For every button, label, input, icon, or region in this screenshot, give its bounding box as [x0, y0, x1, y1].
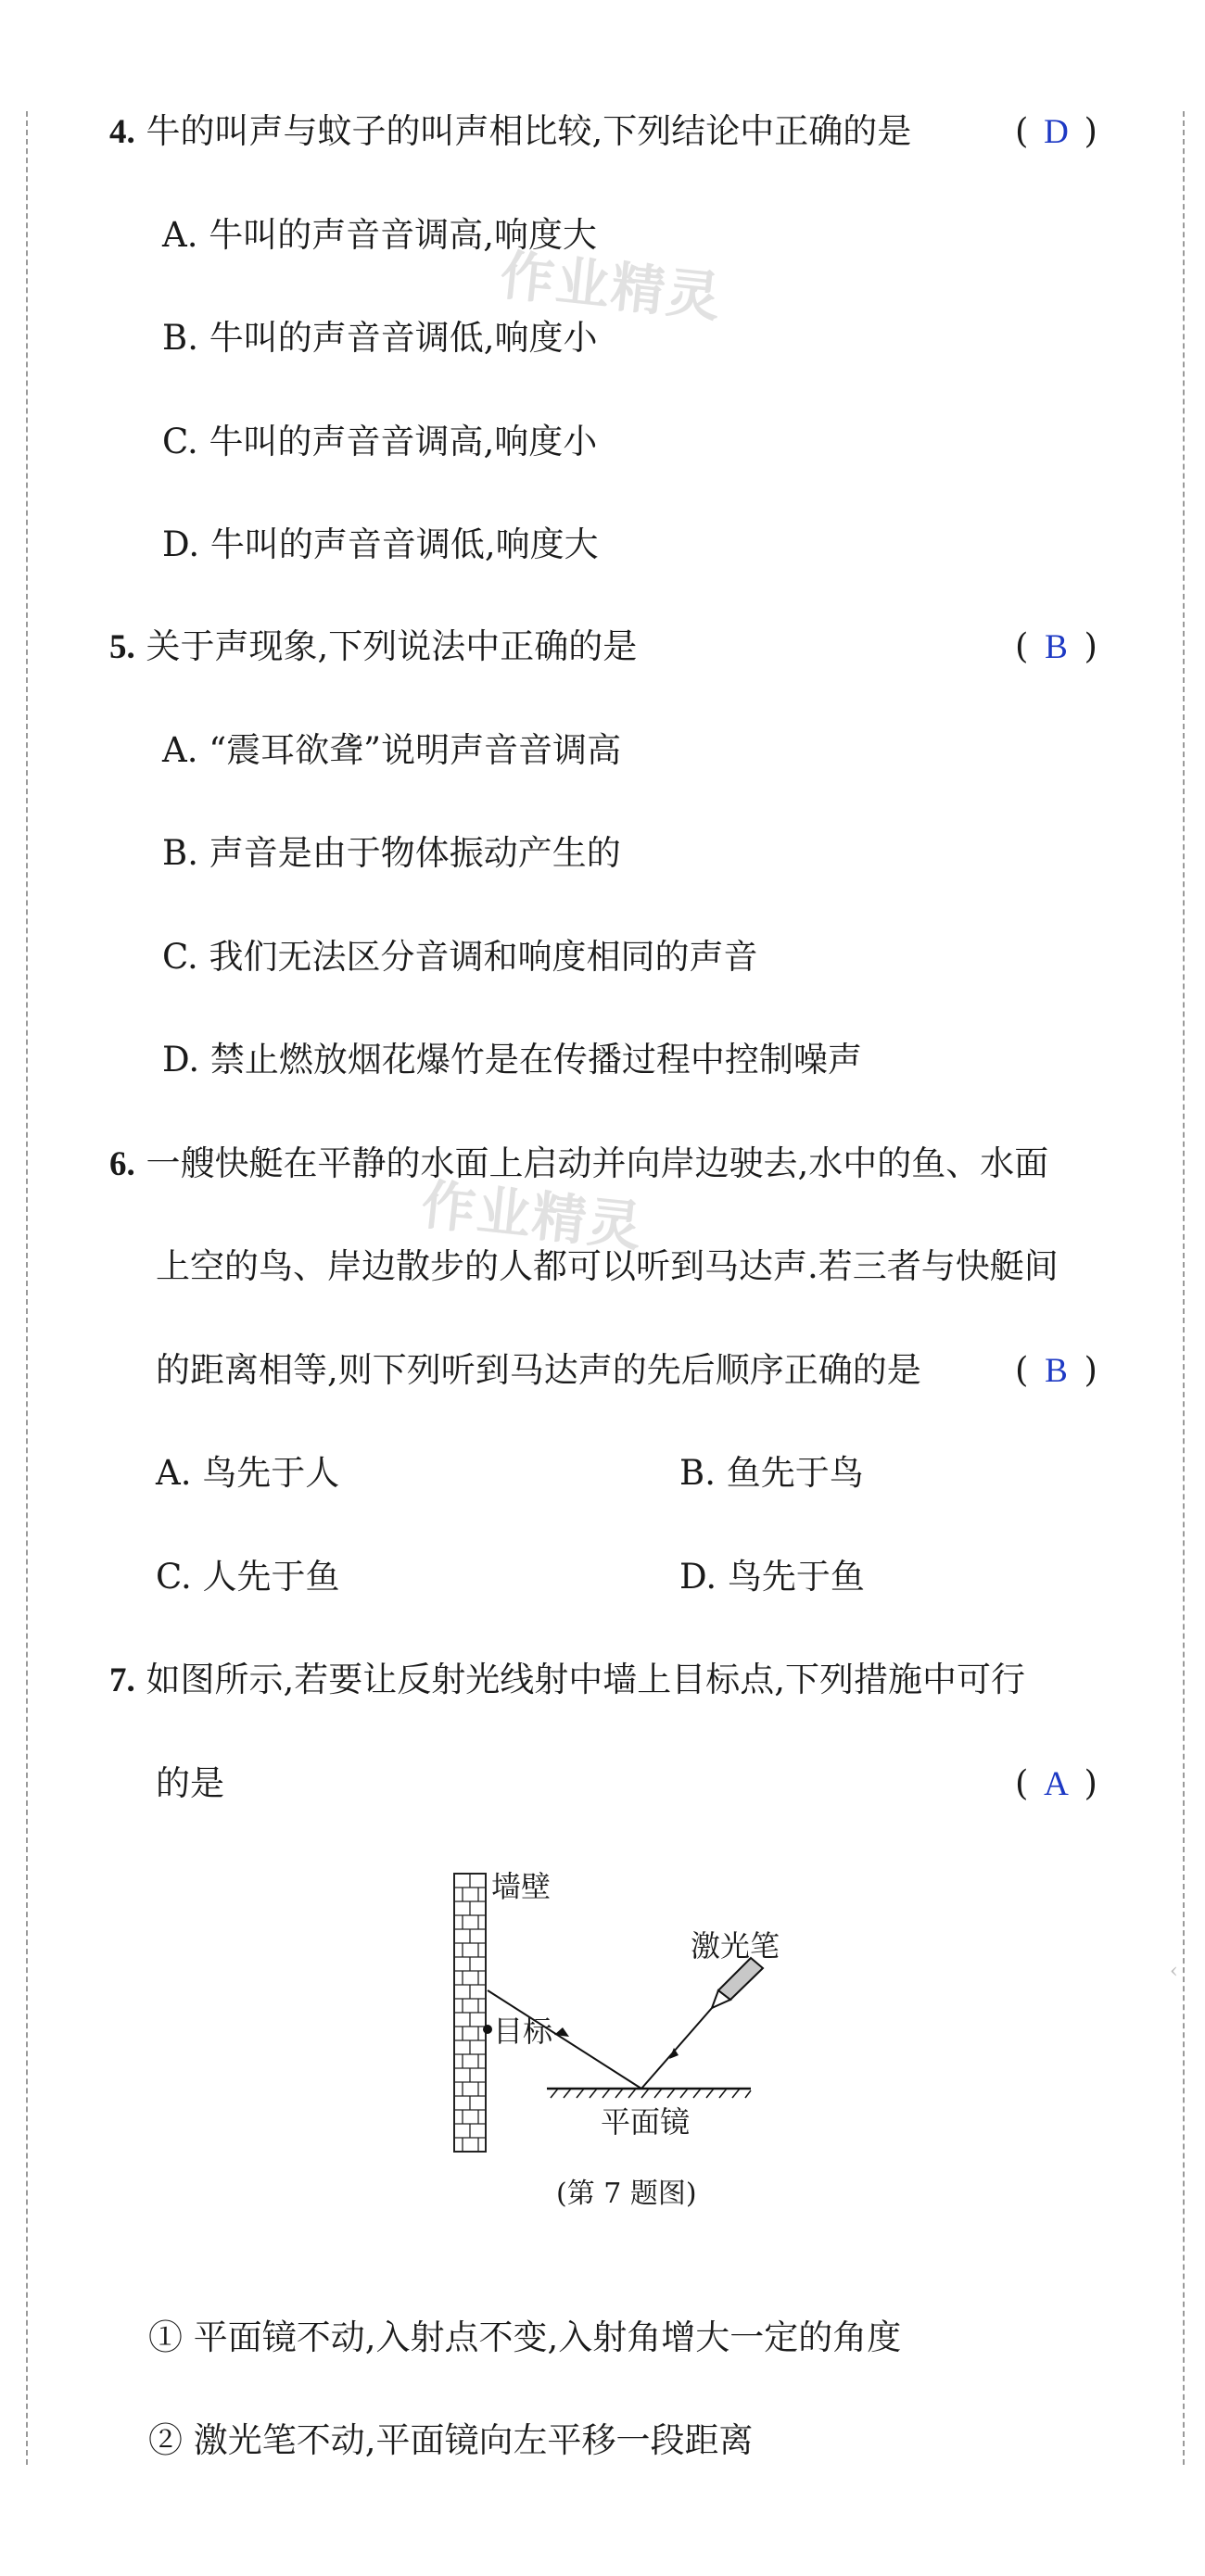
question-text: 如图所示,若要让反射光线射中墙上目标点,下列措施中可行: [146, 1660, 1026, 1699]
question-number: 7.: [109, 1661, 135, 1699]
option-b: B. 鱼先于鸟: [679, 1453, 864, 1493]
option-d: D. 牛叫的声音音调低,响度大: [162, 524, 599, 564]
incident-ray: [641, 2008, 712, 2089]
question-text: 一艘快艇在平静的水面上启动并向岸边驶去,水中的鱼、水面: [146, 1143, 1049, 1183]
option-a: A. 牛叫的声音音调高,响度大: [162, 215, 598, 255]
target-label: 目标: [493, 2014, 553, 2049]
figure-caption: (第 7 题图): [556, 2178, 697, 2210]
answer-bracket: ( B ): [1015, 626, 1097, 666]
question-text-line: 上空的鸟、岸边散步的人都可以听到马达声.若三者与快艇间: [156, 1246, 1059, 1286]
answer-mark: B: [1045, 1352, 1068, 1390]
option-c: C. 牛叫的声音音调高,响度小: [162, 422, 598, 461]
watermark: 作业精灵: [497, 243, 726, 330]
statement-2: ② 激光笔不动,平面镜向左平移一段距离: [148, 2420, 754, 2460]
question-6-stem: [109, 1143, 1048, 1185]
option-b: B. 声音是由于物体振动产生的: [162, 833, 621, 873]
question-7-stem: [109, 1660, 1025, 1701]
wall-label: 墙壁: [491, 1869, 552, 1904]
question-5-stem: [109, 626, 637, 668]
left-margin-dashed-line: [26, 111, 28, 2465]
option-a: A. 鸟先于人: [156, 1453, 340, 1493]
option-c: C. 我们无法区分音调和响度相同的声音: [162, 937, 758, 977]
question-text: 关于声现象,下列说法中正确的是: [146, 626, 638, 666]
answer-bracket: ( D ): [1015, 111, 1097, 151]
right-margin-dashed-line: [1183, 111, 1185, 2465]
mirror-label: 平面镜: [601, 2104, 691, 2140]
option-a: A. “震耳欲聋”说明声音音调高: [162, 730, 622, 770]
answer-mark: A: [1044, 1765, 1069, 1803]
question-number: 6.: [109, 1145, 135, 1183]
option-d: D. 禁止燃放烟花爆竹是在传播过程中控制噪声: [162, 1040, 862, 1080]
target-point: [483, 2025, 492, 2034]
question-text-line: 的距离相等,则下列听到马达声的先后顺序正确的是: [156, 1350, 921, 1390]
question-text: 牛的叫声与蚊子的叫声相比较,下列结论中正确的是: [146, 111, 912, 151]
laser-pen: [712, 1958, 763, 2008]
answer-bracket: ( A ): [1015, 1763, 1097, 1803]
question-4-stem: [109, 111, 911, 153]
option-c: C. 人先于鱼: [156, 1557, 340, 1597]
question-number: 5.: [109, 628, 135, 666]
margin-mark-icon: ‹: [1170, 1960, 1178, 1983]
laser-pen-label: 激光笔: [691, 1928, 780, 1964]
plane-mirror: [547, 2089, 751, 2098]
question-number: 4.: [109, 113, 135, 151]
incident-ray-arrow: [669, 2048, 679, 2059]
answer-bracket: ( B ): [1015, 1350, 1097, 1390]
answer-mark: D: [1044, 113, 1069, 151]
question-text-line: 的是: [156, 1763, 224, 1803]
option-d: D. 鸟先于鱼: [679, 1557, 865, 1597]
statement-1: ① 平面镜不动,入射点不变,入射角增大一定的角度: [148, 2317, 902, 2357]
brick-wall: [454, 1874, 486, 2152]
answer-mark: B: [1045, 628, 1068, 666]
watermark: 作业精灵: [418, 1172, 647, 1259]
reflection-diagram: [436, 1863, 780, 2168]
option-b: B. 牛叫的声音音调低,响度小: [162, 318, 598, 358]
